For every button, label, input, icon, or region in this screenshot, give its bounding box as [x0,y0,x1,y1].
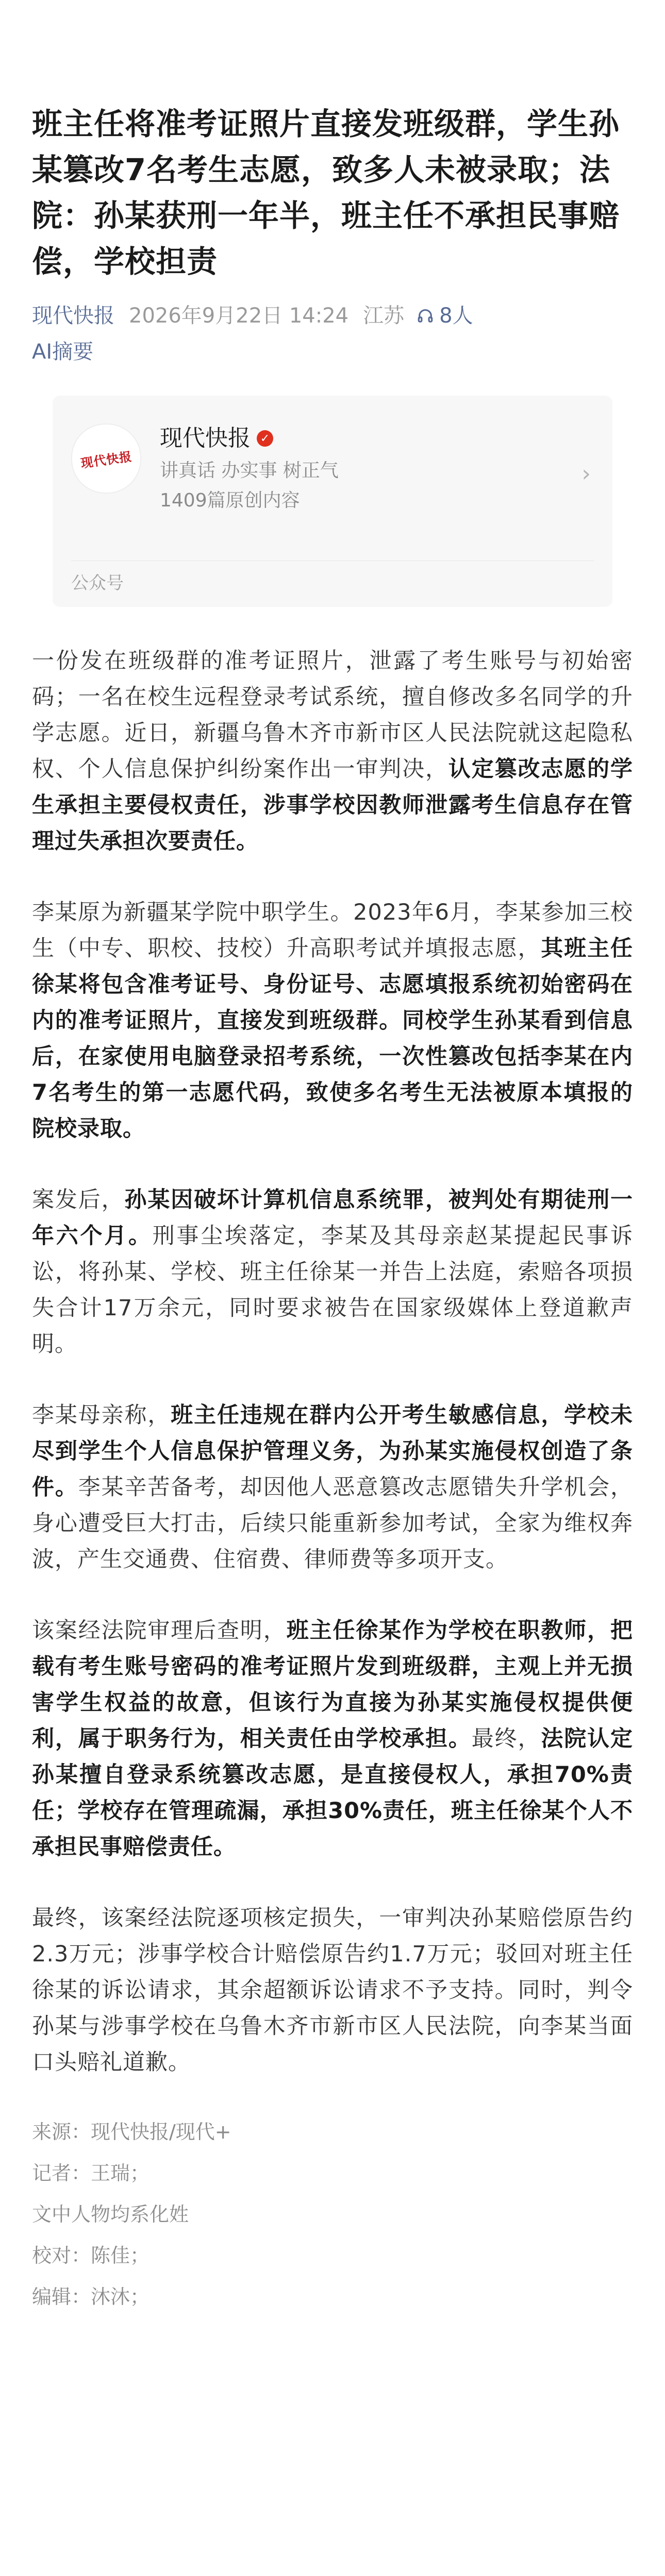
paragraph-text: 李某原为新疆某学院中职学生。2023年6月，李某参加三校生（中专、职校、技校）升高职考试并填报志愿， [32,900,633,961]
paragraph-text: 一份发在班级群的准考证照片，泄露了考生账号与初始密码；一名在校生远程登录考试系统，擅自修改多名同学的升学志愿。近日，新疆乌鲁木齐市新市区人民法院就这起隐私权、个人信息保护纠纷案作出一审判决， [32,648,633,782]
paragraph-6 [32,1900,633,2080]
chevron-right-icon: › [581,461,591,487]
paragraph-4 [32,1397,633,1578]
paragraph-emphasis: 班主任徐某作为学校在职教师，把载有考生账号密码的准考证照片发到班级群，主观上并无损害学生权益的故意，但该行为直接为孙某实施侵权提供便利，属于职务行为，相关责任由学校承担。 [32,1618,634,1752]
paragraph-text: 该案经法院审理后查明， [32,1618,287,1643]
paragraph-text: 李某辛苦备考，却因他人恶意篡改志愿错失升学机会，身心遭受巨大打击，后续只能重新参加考试，全家为维权奔波，产生交通费、住宿费、律师费等多项开支。 [32,1475,634,1572]
ai-summary-link[interactable]: AI摘要 [32,340,94,364]
paragraph-3 [32,1182,633,1362]
account-card[interactable] [53,396,612,607]
paragraph-text: 最终，该案经法院逐项核定损失，一审判决孙某赔偿原告约2.3万元；涉事学校合计赔偿原告约1.7万元；驳回对班主任徐某的诉讼请求，其余超额诉讼请求不予支持。同时，判令孙某与涉事学校在乌鲁木齐市新市区人民法院，向李某当面口头赔礼道歉。 [32,1905,633,2075]
publish-datetime: 2026年9月22日 14:24 [129,304,349,328]
credit-source: 来源：现代快报/现代+ [32,2121,231,2143]
paragraph-emphasis: 班主任违规在群内公开考生敏感信息，学校未尽到学生个人信息保护管理义务，为孙某实施侵权创造了条件。 [32,1402,634,1500]
account-slogan: 讲真话 办实事 树正气 [160,460,339,481]
paragraph-text: 案发后， [32,1187,125,1213]
paragraph-text: 最终， [471,1726,541,1752]
account-logo-text: 现代快报 [79,448,133,471]
account-info [160,423,594,514]
account-post-count: 1409篇原创内容 [160,490,300,511]
paragraph-emphasis: 法院认定孙某擅自登录系统篡改志愿，是直接侵权人，承担70%责任；学校存在管理疏漏，承担30%责任，班主任徐某个人不承担民事赔偿责任。 [32,1726,634,1860]
paragraph-emphasis: 孙某因破坏计算机信息系统罪，被判处有期徒刑一年六个月。 [32,1187,634,1249]
paragraph-2 [32,894,633,1147]
account-logo [71,423,141,494]
paragraph-text: 李某母亲称， [32,1402,171,1428]
account-name: 现代快报 [160,425,251,451]
paragraph-emphasis: 其班主任徐某将包含准考证号、身份证号、志愿填报系统初始密码在内的准考证照片，直接发到班级群。同校学生孙某看到信息后，在家使用电脑登录招考系统，一次性篡改包括李某在内7名考生的第一志愿代码，致使多名考生无法被原本填报的院校录取。 [32,936,634,1142]
source-account-link[interactable]: 现代快报 [32,304,114,328]
account-card-body [71,423,594,514]
credit-note: 文中人物均系化姓 [32,2203,189,2226]
credit-editor: 编辑：沐沐； [32,2285,150,2308]
paragraph-emphasis: 认定篡改志愿的学生承担主要侵权责任，涉事学校因教师泄露考生信息存在管理过失承担次要责任。 [32,756,634,854]
account-name-row [160,423,594,453]
article-meta [32,302,633,330]
article-credits [32,2111,633,2317]
listen-button[interactable] [417,302,473,330]
article-body [32,643,633,2080]
article-title: 班主任将准考证照片直接发班级群，学生孙某篡改7名考生志愿，致多人未被录取；法院：孙某获刑一年半，班主任不承担民事赔偿，学校担责 [32,106,620,279]
paragraph-5 [32,1613,633,1865]
paragraph-text: 刑事尘埃落定，李某及其母亲赵某提起民事诉讼，将孙某、学校、班主任徐某一并告上法庭，索赔各项损失合计17万余元，同时要求被告在国家级媒体上登道歉声明。 [32,1223,633,1357]
account-type-label: 公众号 [71,573,124,594]
verified-badge-icon: ✓ [257,430,273,447]
listen-count: 8人 [439,304,473,328]
paragraph-1 [32,643,633,859]
headphones-icon [417,307,434,325]
credit-reporter: 记者：王瑞； [32,2162,150,2184]
publish-location: 江苏 [363,304,405,328]
credit-proofreader: 校对：陈佳； [32,2244,150,2267]
